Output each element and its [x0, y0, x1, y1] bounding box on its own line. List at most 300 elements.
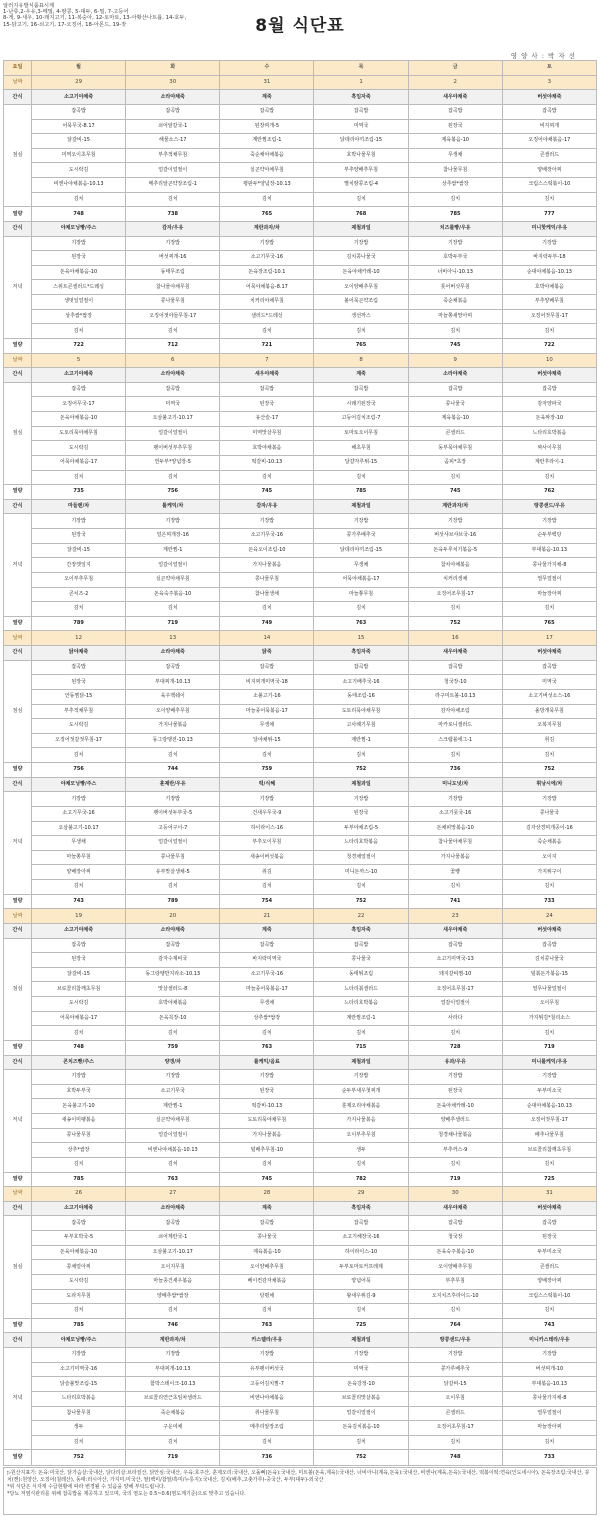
menu-item: 소고기버섯소스-16	[502, 689, 596, 704]
lunch-row	[4, 1274, 597, 1289]
menu-item: 잡곡밥	[32, 1216, 126, 1231]
menu-item: 마늘종어묵볶음-17	[220, 704, 314, 719]
menu-item: 비지찌개미역국-18	[220, 675, 314, 690]
lunch-row	[4, 119, 597, 134]
energy-value: 748	[408, 1450, 502, 1466]
menu-item: 가지나물볶음	[408, 850, 502, 865]
menu-item: 오징어초무침-17	[408, 982, 502, 997]
menu-item: 취나물무침	[220, 1406, 314, 1421]
menu-item: 부대찌개-10.13	[126, 675, 220, 690]
menu-item: 된장국	[314, 806, 408, 821]
menu-item: 배추나물무침	[502, 1128, 596, 1143]
day-header-label: 요일	[4, 61, 32, 76]
menu-item: 김치	[220, 324, 314, 339]
menu-item: 김치	[32, 1026, 126, 1041]
menu-item: 콩나물국	[502, 806, 596, 821]
menu-item: 오징어무국-17	[32, 397, 126, 412]
menu-item: 김치	[314, 1157, 408, 1172]
snack-label: 간식	[4, 499, 32, 514]
menu-item: 김치	[502, 470, 596, 485]
menu-item: 잡곡밥	[32, 104, 126, 119]
snack-cell: 롤케익/음료	[220, 1055, 314, 1070]
menu-item: 기장밥	[220, 1348, 314, 1363]
menu-item: 도시락김	[32, 719, 126, 734]
snack-cell: 계죽	[220, 90, 314, 105]
menu-item: 양배장아찌	[32, 865, 126, 880]
snack-cell: 소라야채죽	[126, 90, 220, 105]
energy-label: 열량	[4, 616, 32, 631]
menu-item: 잡곡밥	[314, 382, 408, 397]
date-cell: 31	[502, 1187, 596, 1202]
menu-item: 실곤약야채무침	[126, 1114, 220, 1129]
menu-item: 호박야채볶음	[502, 280, 596, 295]
menu-item: 동태무조림	[126, 265, 220, 280]
menu-item: 건새우무국-9	[220, 806, 314, 821]
menu-item: 김치	[408, 470, 502, 485]
snack-cell: 소고기야채죽	[32, 923, 126, 938]
menu-item: 김치	[502, 1026, 596, 1041]
menu-item: 오이무침	[408, 1391, 502, 1406]
lunch-row	[4, 441, 597, 456]
snack-label: 간식	[4, 923, 32, 938]
menu-item: 김치	[314, 1435, 408, 1450]
menu-item: 생두	[32, 1421, 126, 1436]
menu-item: 미역맛살무침	[220, 426, 314, 441]
energy-label: 열량	[4, 1040, 32, 1055]
menu-item: 가지튀구이	[502, 865, 596, 880]
snack-cell: 야채모닝빵/주스	[32, 777, 126, 792]
snack-cell: 제철과일	[314, 1333, 408, 1348]
menu-item: 김치	[126, 470, 220, 485]
menu-item: 오이양배추무침	[220, 1260, 314, 1275]
snack-cell: 감자/우유	[126, 221, 220, 236]
menu-item: 기장밥	[32, 1070, 126, 1085]
menu-item: 어묵야채볶음-17	[314, 572, 408, 587]
menu-item: 호박야채볶음	[220, 441, 314, 456]
snack-cell: 카스텔라/우유	[220, 1333, 314, 1348]
menu-item: 치커리야채무침	[220, 295, 314, 310]
menu-item: 도라지무침	[32, 1289, 126, 1304]
dinner-row	[4, 1391, 597, 1406]
menu-item: 브로콜리참깨초무침	[502, 1143, 596, 1158]
menu-item: 기장밥	[126, 792, 220, 807]
menu-item: 안동찜닭-15	[32, 689, 126, 704]
menu-item: 해물소스-17	[126, 134, 220, 149]
snack-cell: 버섯야채죽	[502, 368, 596, 383]
menu-item: 죽순채볶음	[502, 836, 596, 851]
menu-item: 도토리묵야채무침	[314, 704, 408, 719]
menu-item: 오이지무침	[126, 1260, 220, 1275]
menu-item: 상추쌈*쌈장	[220, 1011, 314, 1026]
pm-snack-row	[4, 1055, 597, 1070]
energy-value: 762	[502, 485, 596, 500]
menu-item: 열무나물얼절이	[502, 982, 596, 997]
menu-item: 김치	[32, 1157, 126, 1172]
menu-item: 상추*쌈장	[32, 1143, 126, 1158]
lunch-row	[4, 719, 597, 734]
pm-snack-row	[4, 221, 597, 236]
energy-value: 763	[314, 616, 408, 631]
energy-label: 열량	[4, 763, 32, 778]
menu-item: 부추적채무침	[32, 704, 126, 719]
menu-item: 어묵무국-8.17	[32, 119, 126, 134]
lunch-row	[4, 1289, 597, 1304]
dinner-row	[4, 821, 597, 836]
menu-item: 기장밥	[502, 1348, 596, 1363]
lunch-row	[4, 1231, 597, 1246]
energy-label: 열량	[4, 1318, 32, 1333]
menu-item: 돈육장조림-10.1	[220, 265, 314, 280]
menu-item: 두부호박국-5	[32, 1231, 126, 1246]
menu-item: 김치	[408, 1157, 502, 1172]
snack-cell: 소라야채죽	[126, 646, 220, 661]
dinner-row	[4, 1406, 597, 1421]
menu-item: 돈육불고기-10	[32, 1099, 126, 1114]
energy-value: 759	[126, 1040, 220, 1055]
energy-value: 752	[314, 894, 408, 909]
menu-item: 연두부*양념장-5	[126, 455, 220, 470]
dinner-row	[4, 792, 597, 807]
menu-item: 김치	[502, 1304, 596, 1319]
lunch-row	[4, 1011, 597, 1026]
menu-item: 양배추쌈*쌈장	[126, 1289, 220, 1304]
snack-cell: 유과/우유	[408, 1055, 502, 1070]
energy-value: 733	[502, 894, 596, 909]
menu-item: 마늘장아찌	[502, 1421, 596, 1436]
menu-item: 김치	[126, 748, 220, 763]
menu-item: 미역국	[314, 1362, 408, 1377]
lunch-row	[4, 704, 597, 719]
menu-item: 돈육두루치기볶음-5	[408, 543, 502, 558]
menu-item: 잡곡밥	[126, 104, 220, 119]
menu-item: 제육볶음-10	[408, 412, 502, 427]
snack-cell: 버섯야채죽	[502, 923, 596, 938]
lunch-row	[4, 192, 597, 207]
energy-value: 744	[126, 763, 220, 778]
snack-cell: 계죽	[220, 923, 314, 938]
energy-value: 743	[502, 1318, 596, 1333]
energy-value: 789	[32, 616, 126, 631]
dinner-row	[4, 514, 597, 529]
dinner-row	[4, 529, 597, 544]
menu-item: 상추쌈*쌈장	[32, 309, 126, 324]
lunch-label: 점심	[4, 382, 32, 484]
menu-item: 메추리알곤약장조림-1	[126, 178, 220, 193]
menu-item: 잡곡밥	[314, 104, 408, 119]
snack-cell: 소라야채죽	[126, 1201, 220, 1216]
menu-item: 오징어젓갈젓무침-17	[32, 733, 126, 748]
energy-value: 719	[126, 1450, 220, 1466]
menu-item: 잡곡밥	[32, 938, 126, 953]
menu-item: 버섯찌개-10	[502, 1362, 596, 1377]
menu-item: 김치	[408, 1304, 502, 1319]
menu-item: 기장밥	[126, 514, 220, 529]
dinner-label: 저녁	[4, 792, 32, 894]
menu-item: 죽순채볶음	[408, 295, 502, 310]
dinner-row	[4, 265, 597, 280]
menu-item: 콩나물무침	[32, 1128, 126, 1143]
am-snack-row	[4, 90, 597, 105]
snack-cell: 미니롤케익/우유	[502, 1055, 596, 1070]
dinner-row	[4, 1421, 597, 1436]
menu-item: 달야채튀-15	[220, 733, 314, 748]
menu-item: 잡곡밥	[126, 938, 220, 953]
menu-item: 김치	[220, 1435, 314, 1450]
date-cell: 31	[220, 75, 314, 90]
dinner-row	[4, 572, 597, 587]
menu-item: 죽순채야채볶음	[220, 148, 314, 163]
menu-item: 기장밥	[314, 792, 408, 807]
menu-item: 동태튀조림	[314, 967, 408, 982]
energy-value: 748	[32, 1040, 126, 1055]
menu-item: 콩나물가지채-8	[502, 558, 596, 573]
menu-item: 김치	[220, 1157, 314, 1172]
menu-item: 돈육숙주볶음-10	[408, 1245, 502, 1260]
menu-item: 돼지갈비찜-10	[408, 967, 502, 982]
lunch-row	[4, 412, 597, 427]
menu-item: 김치	[126, 324, 220, 339]
date-cell: 7	[220, 353, 314, 368]
menu-item: 토마토오이무침	[314, 426, 408, 441]
energy-value: 768	[314, 207, 408, 222]
snack-cell: 흑임자죽	[314, 90, 408, 105]
menu-item: 무생채	[408, 148, 502, 163]
snack-label: 간식	[4, 777, 32, 792]
lunch-label: 점심	[4, 660, 32, 762]
lunch-row	[4, 426, 597, 441]
dinner-row	[4, 1114, 597, 1129]
menu-item: 김치	[408, 1435, 502, 1450]
lunch-row	[4, 1216, 597, 1231]
menu-item: 돈육야채카레-10	[314, 265, 408, 280]
menu-item: 김치	[314, 1304, 408, 1319]
menu-item: 얼갈이얼절이	[126, 836, 220, 851]
menu-item: 돈육오이조림-10	[220, 543, 314, 558]
snack-cell: 제철과일	[314, 499, 408, 514]
snack-cell: 버섯야채죽	[502, 646, 596, 661]
menu-item: 무생채	[32, 836, 126, 851]
menu-item: 올방개묵무침	[502, 704, 596, 719]
menu-item: 고등어구이-7	[126, 821, 220, 836]
energy-value: 789	[126, 894, 220, 909]
menu-item: 구운여채	[126, 1421, 220, 1436]
menu-item: 도시락김	[32, 441, 126, 456]
origin-note: ▷원산지표기: 돈육:미국산, 닭가슴살:국내산, 닭다리살:브라질산, 닭안심:국내산, 우육:호주산, 훈제오리:국내산, 오돌뼈(돈육):국내산, 미트볼(돈육,계육):국내산, 너비아니(계육,돈육):국내산, 비엔나(계육,돈육):국내산, 떡볶이떡:연육(인도네시아), 돈육장조림:국내산, 꽁치(캔):원양산, 오징어(칠레산), 동태:러시아산, 가지미:미국산, 쌀(백미/찹쌀/흑미/누룽지):국내산, 김치(배추,고춧가루)-중국산, 두부(대두)-외국산	[7, 1470, 590, 1483]
menu-item: 바지락미역국	[220, 953, 314, 968]
menu-item: 치커리생채	[408, 572, 502, 587]
menu-item: 소불고기-16	[220, 689, 314, 704]
menu-item: 간장깻잎지	[32, 558, 126, 573]
energy-value: 743	[32, 894, 126, 909]
date-cell: 12	[32, 631, 126, 646]
energy-value: 785	[32, 1318, 126, 1333]
lunch-row	[4, 953, 597, 968]
menu-item: 김치	[220, 748, 314, 763]
menu-item: 돈육김치볶음-10	[314, 1421, 408, 1436]
menu-item: 순두부새우첫찌개	[314, 1084, 408, 1099]
menu-item: 닭갈비-15	[32, 543, 126, 558]
menu-item: 돈육야채볶음-10	[32, 265, 126, 280]
menu-item: 콘샐러드	[502, 1260, 596, 1275]
menu-item: 어묵야채볶음-8.17	[220, 280, 314, 295]
menu-item: 청경채나물볶음	[408, 1128, 502, 1143]
menu-item: 오이부추무침	[314, 1128, 408, 1143]
menu-item: 기장밥	[32, 514, 126, 529]
energy-value: 715	[314, 1040, 408, 1055]
lunch-row	[4, 748, 597, 763]
date-cell: 26	[32, 1187, 126, 1202]
menu-item: 콩나물무침	[220, 572, 314, 587]
menu-item: 잡곡밥	[220, 938, 314, 953]
menu-item: 짜사이무침	[502, 441, 596, 456]
date-cell: 24	[502, 909, 596, 924]
menu-item: 도시락김	[32, 997, 126, 1012]
menu-item: 콩나물가지채-8	[502, 1391, 596, 1406]
date-cell: 8	[314, 353, 408, 368]
menu-item: 김치	[220, 1026, 314, 1041]
menu-item: 볼어묵곤약조림	[314, 295, 408, 310]
menu-item: 육우맥쉐이	[126, 689, 220, 704]
menu-item: 느타리볶샐러드	[314, 982, 408, 997]
dinner-energy-row	[4, 616, 597, 631]
menu-item: 가지나물볶음	[220, 1128, 314, 1143]
menu-item: 김치	[220, 602, 314, 617]
lunch-energy-row	[4, 1040, 597, 1055]
menu-item: 유산슬-17	[220, 412, 314, 427]
menu-item: 마늘종건새우볶음	[126, 1274, 220, 1289]
menu-item: 베이컨감자채볶음	[220, 1274, 314, 1289]
menu-item: 콘샐러드	[408, 1406, 502, 1421]
snack-cell: 흑임자죽	[314, 1201, 408, 1216]
menu-item: 계란찜조림-1	[220, 134, 314, 149]
menu-item: 브로콜리맛살볶음	[314, 1391, 408, 1406]
menu-item: 브로콜리참깨초무침	[32, 982, 126, 997]
lunch-row	[4, 997, 597, 1012]
menu-item: 제육볶음-10	[408, 134, 502, 149]
menu-item: 콘치즈-2	[32, 587, 126, 602]
date-cell: 29	[314, 1187, 408, 1202]
menu-item: 닭갈비-15	[408, 1377, 502, 1392]
date-label: 날짜	[4, 75, 32, 90]
menu-item: 된장국	[32, 529, 126, 544]
page-title: 8월 식단표	[255, 16, 345, 36]
menu-item: 곰피*초장	[408, 455, 502, 470]
menu-item: 돈육야채볶음-10	[32, 1245, 126, 1260]
menu-item: 부추적채무침	[126, 148, 220, 163]
snack-cell: 소라야채죽	[126, 923, 220, 938]
menu-item: 톳어버섯무침	[408, 280, 502, 295]
energy-value: 763	[220, 1040, 314, 1055]
date-label: 날짜	[4, 909, 32, 924]
date-label: 날짜	[4, 631, 32, 646]
menu-item: 떡갈비-10.13	[220, 455, 314, 470]
dinner-row	[4, 587, 597, 602]
menu-item: 무생채	[220, 719, 314, 734]
snack-cell: 미니도넛/차	[408, 777, 502, 792]
menu-item: 오삼불고기-10.17	[126, 1245, 220, 1260]
menu-item: 김치	[314, 324, 408, 339]
pm-snack-row	[4, 777, 597, 792]
menu-item: 동그랑땡전-10.13	[126, 733, 220, 748]
energy-value: 765	[314, 338, 408, 353]
snack-cell: 마들렌/차	[32, 499, 126, 514]
menu-item: 기장밥	[126, 1070, 220, 1085]
menu-item: 기장밥	[408, 792, 502, 807]
menu-item: 된장국	[32, 251, 126, 266]
day-header: 금	[408, 61, 502, 76]
menu-item: 잡곡밥	[32, 382, 126, 397]
menu-item: 하이라이스-10	[314, 1245, 408, 1260]
day-header: 월	[32, 61, 126, 76]
dinner-row	[4, 1099, 597, 1114]
menu-item: 김자상경찌개공이-16	[502, 821, 596, 836]
energy-value: 745	[220, 1172, 314, 1187]
menu-item: 기장밥	[32, 236, 126, 251]
menu-item: 참나물생채	[220, 587, 314, 602]
menu-item: 김치	[32, 470, 126, 485]
am-snack-row	[4, 368, 597, 383]
pm-snack-row	[4, 499, 597, 514]
menu-item: 잡곡밥	[408, 938, 502, 953]
dinner-row	[4, 1362, 597, 1377]
snack-cell: 콘치즈빵/주스	[32, 1055, 126, 1070]
snack-cell: 제철과일	[314, 777, 408, 792]
menu-item: 김치	[220, 880, 314, 895]
menu-item: 부추오이무침	[220, 836, 314, 851]
menu-item: 돈육짜장-10	[502, 412, 596, 427]
lunch-row	[4, 104, 597, 119]
menu-item: 김치	[408, 602, 502, 617]
menu-item: 계란찜-1	[314, 733, 408, 748]
menu-item: 돈육야채볶음-10	[32, 412, 126, 427]
menu-item: 오이양배추무침	[126, 704, 220, 719]
menu-item: 김치	[408, 324, 502, 339]
dinner-row	[4, 251, 597, 266]
energy-value: 752	[314, 763, 408, 778]
snack-cell: 계죽	[314, 368, 408, 383]
energy-value: 733	[502, 1450, 596, 1466]
menu-item: 얼갈이얼절이	[126, 426, 220, 441]
snack-label: 간식	[4, 1055, 32, 1070]
snack-cell: 소고기야채죽	[32, 1201, 126, 1216]
menu-item: 마카로니샐러드	[408, 719, 502, 734]
menu-item: 김치	[32, 192, 126, 207]
menu-item: 시래기된장국	[314, 397, 408, 412]
energy-value: 756	[126, 485, 220, 500]
date-cell: 27	[126, 1187, 220, 1202]
menu-item: 얼갈이얼절이	[408, 997, 502, 1012]
dinner-row	[4, 865, 597, 880]
lunch-energy-row	[4, 1318, 597, 1333]
menu-item: 느타리호박볶음	[32, 1391, 126, 1406]
snack-cell: 휘낭시에/차	[502, 777, 596, 792]
menu-item: 김치	[314, 602, 408, 617]
menu-item: 오삼불고기-10.17	[126, 412, 220, 427]
dinner-row	[4, 850, 597, 865]
snack-cell: 계란과자/차	[220, 221, 314, 236]
date-row	[4, 631, 597, 646]
menu-item: 돈육강정-10	[314, 1377, 408, 1392]
menu-item: 소고기무국-16	[220, 529, 314, 544]
menu-item: 느타리호박볶음	[314, 997, 408, 1012]
menu-item: 바지락두부-18	[502, 251, 596, 266]
menu-item: 된장국	[408, 119, 502, 134]
menu-item: 잡곡밥	[220, 1216, 314, 1231]
menu-item: 도시락김	[32, 163, 126, 178]
lunch-row	[4, 1304, 597, 1319]
menu-item: 김치	[126, 1026, 220, 1041]
lunch-row	[4, 163, 597, 178]
